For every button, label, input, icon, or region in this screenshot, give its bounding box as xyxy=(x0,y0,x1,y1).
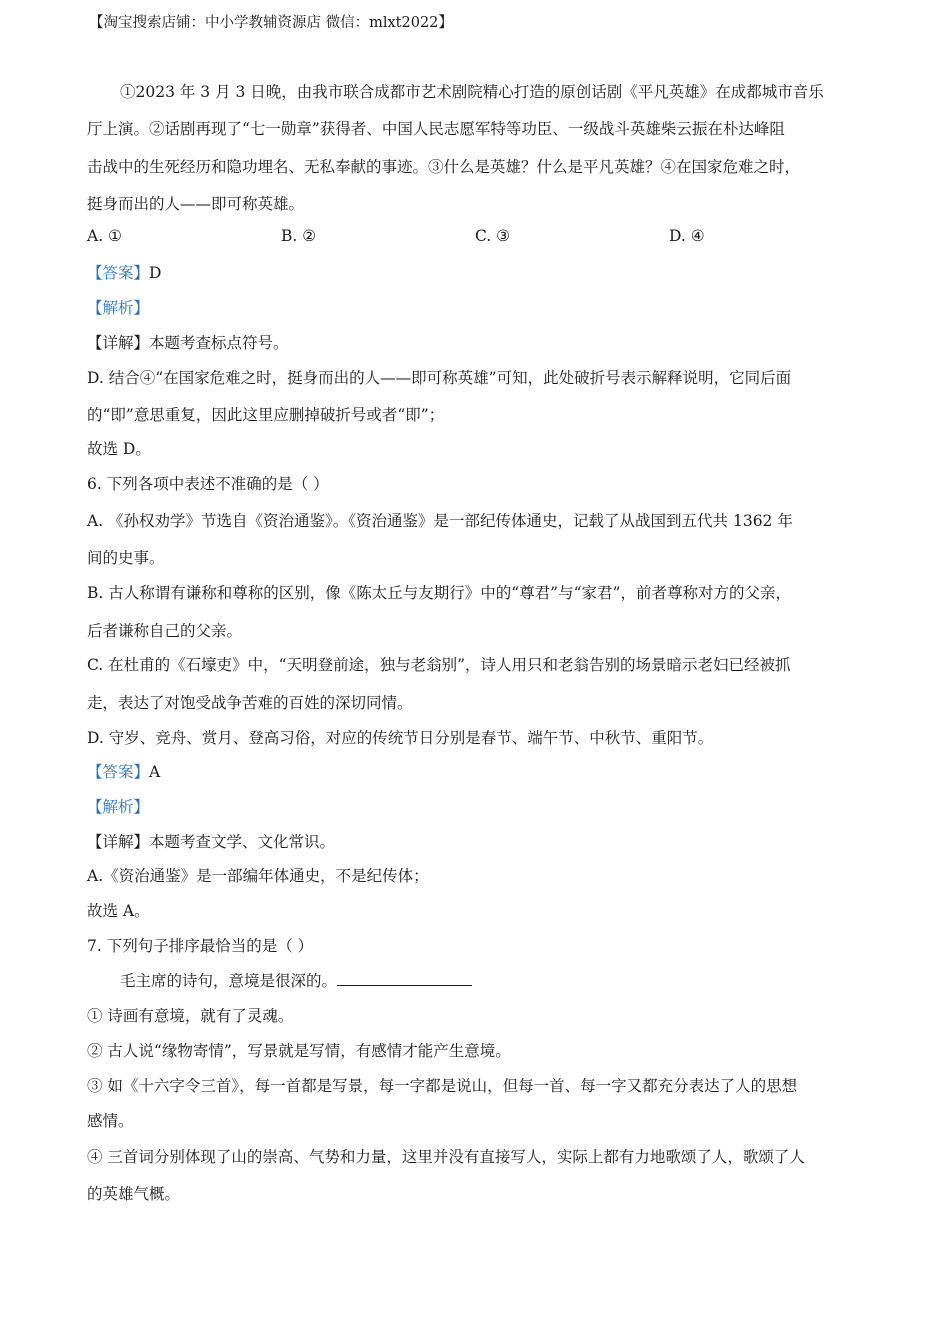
detail-text: 本题考查标点符号。 xyxy=(149,334,289,352)
q5-detail xyxy=(87,332,289,354)
q5-answer xyxy=(87,262,161,284)
q5-conclusion: 故选 D。 xyxy=(87,440,151,458)
q5-passage-line: 击战中的生死经历和隐功埋名、无私奉献的事迹。③什么是英雄？什么是平凡英雄？④在国家危难之时， xyxy=(87,158,801,176)
q5-option-b: B. ② xyxy=(281,227,317,245)
answer-blank xyxy=(337,971,472,986)
q7-sentence: ④ 三首词分别体现了山的崇高、气势和力量，这里并没有直接写人，实际上都有力地歌颂了人，歌颂了人 xyxy=(87,1148,805,1166)
q5-passage-line: ①2023 年 3 月 3 日晚，由我市联合成都市艺术剧院精心打造的原创话剧《平凡英雄》在成都城市音乐 xyxy=(120,83,824,101)
q6-answer xyxy=(87,761,160,783)
q7-lead-text: 毛主席的诗句，意境是很深的。 xyxy=(120,972,338,990)
q6-stem: 6. 下列各项中表述不准确的是（ ） xyxy=(87,475,329,493)
q6-option-line: 间的史事。 xyxy=(87,549,165,567)
detail-text: 本题考查文学、文化常识。 xyxy=(149,833,336,851)
q6-option-line: C. 在杜甫的《石壕吏》中，“天明登前途，独与老翁别”，诗人用只和老翁告别的场景暗示老妇已经被抓 xyxy=(87,656,791,674)
q5-explain-line: D. 结合④“在国家危难之时，挺身而出的人——即可称英雄”可知，此处破折号表示解释说明，它同后面 xyxy=(87,369,792,387)
answer-tag: 【答案】 xyxy=(87,763,150,781)
q6-analysis-tag: 【解析】 xyxy=(87,798,150,816)
q5-analysis-tag: 【解析】 xyxy=(87,299,150,317)
detail-tag: 【详解】 xyxy=(87,334,150,352)
q5-option-a: A. ① xyxy=(87,227,122,245)
answer-value: A xyxy=(149,763,161,781)
q5-option-d: D. ④ xyxy=(669,227,705,245)
q6-conclusion: 故选 A。 xyxy=(87,902,150,920)
q7-sentence: 感情。 xyxy=(87,1112,134,1130)
q6-option-line: 后者谦称自己的父亲。 xyxy=(87,622,243,640)
q7-sentence: ① 诗画有意境，就有了灵魂。 xyxy=(87,1007,294,1025)
q5-passage-line: 挺身而出的人——即可称英雄。 xyxy=(87,195,305,213)
q6-option-line: 走，表达了对饱受战争苦难的百姓的深切同情。 xyxy=(87,694,413,712)
page-header: 【淘宝搜索店铺：中小学教辅资源店 微信：mlxt2022】 xyxy=(89,15,453,31)
q6-option-line: B. 古人称谓有谦称和尊称的区别，像《陈太丘与友期行》中的“尊君”与“家君”，前者尊称对方的父亲， xyxy=(87,584,791,602)
q6-option-line: A. 《孙权劝学》节选自《资治通鉴》。《资治通鉴》是一部纪传体通史，记载了从战国到五代共 1362 年 xyxy=(87,512,793,530)
answer-value: D xyxy=(149,264,162,282)
q6-option-line: D. 守岁、竞舟、赏月、登高习俗，对应的传统节日分别是春节、端午节、中秋节、重阳节。 xyxy=(87,729,714,747)
q5-option-c: C. ③ xyxy=(475,227,511,245)
q5-passage-line: 厅上演。②话剧再现了“七一勋章”获得者、中国人民志愿军特等功臣、一级战斗英雄柴云振在朴达峰阻 xyxy=(87,120,785,138)
answer-tag: 【答案】 xyxy=(87,264,150,282)
q7-sentence: ② 古人说“缘物寄情”，写景就是写情，有感情才能产生意境。 xyxy=(87,1042,511,1060)
q6-explain: A.《资治通鉴》是一部编年体通史，不是纪传体； xyxy=(87,867,429,885)
q7-sentence: 的英雄气概。 xyxy=(87,1185,181,1203)
q7-stem: 7. 下列句子排序最恰当的是（ ） xyxy=(87,937,314,955)
detail-tag: 【详解】 xyxy=(87,833,150,851)
q5-explain-line: 的“即”意思重复，因此这里应删掉破折号或者“即”； xyxy=(87,406,445,424)
q7-lead xyxy=(120,970,472,992)
q7-sentence: ③ 如《十六字令三首》，每一首都是写景，每一字都是说山，但每一首、每一字又都充分表达了人的思想 xyxy=(87,1077,798,1095)
q6-detail xyxy=(87,831,335,853)
